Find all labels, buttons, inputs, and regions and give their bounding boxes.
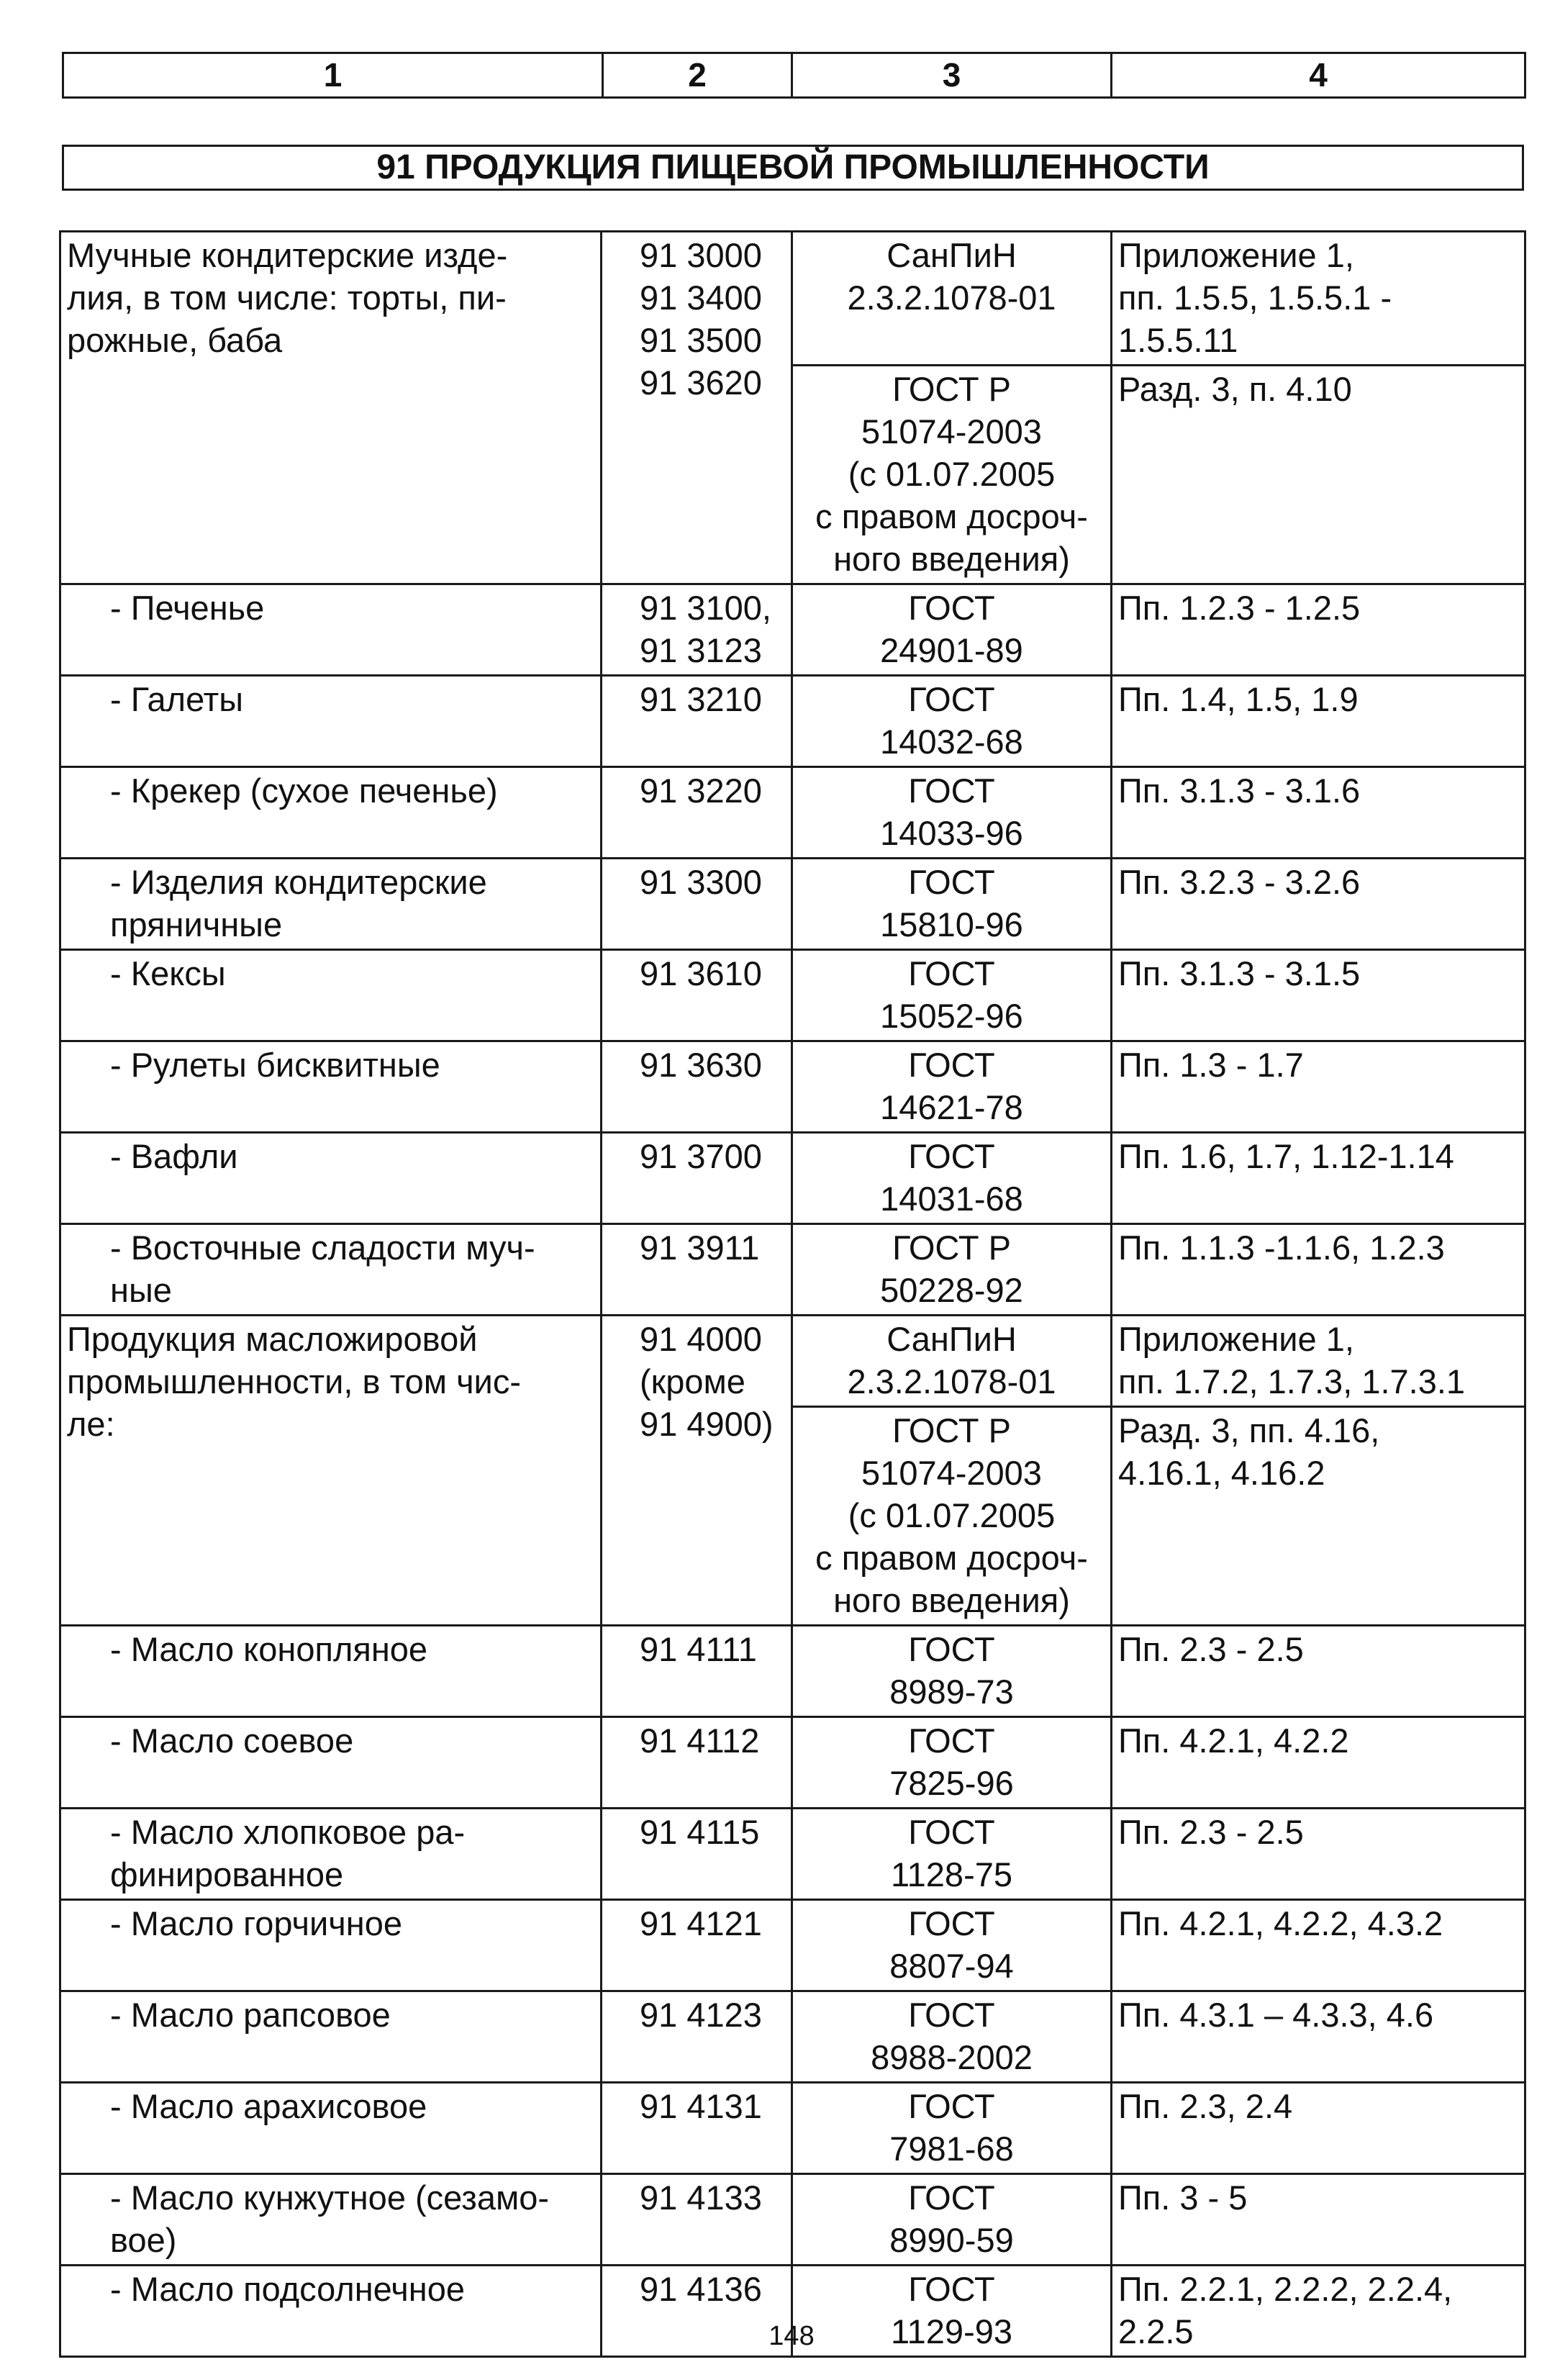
normative-document: ГОСТ 7825-96: [792, 1717, 1112, 1809]
product-code: 91 3220: [602, 767, 792, 859]
document-clauses: Пп. 3 - 5: [1112, 2174, 1525, 2266]
normative-document: ГОСТ 8989-73: [792, 1626, 1112, 1717]
normative-document: ГОСТ Р 51074-2003 (с 01.07.2005 с правом досроч- ного введения): [792, 366, 1112, 584]
group-row: [60, 1316, 1525, 1407]
product-code: 91 3610: [602, 950, 792, 1041]
normative-document: ГОСТ Р 51074-2003 (с 01.07.2005 с правом досроч- ного введения): [792, 1407, 1112, 1626]
table-row: [60, 676, 1525, 767]
table-row: [60, 2083, 1525, 2174]
group-name: [60, 1316, 602, 1626]
column-number: 3: [792, 53, 1112, 98]
product-code: 91 4131: [602, 2083, 792, 2174]
document-clauses: Пп. 2.3, 2.4: [1112, 2083, 1525, 2174]
product-name-text: - Масло горчичное: [110, 1904, 402, 1942]
table-row: [60, 1224, 1525, 1316]
document-clauses: Пп. 4.2.1, 4.2.2: [1112, 1717, 1525, 1809]
document-clauses: Пп. 4.2.1, 4.2.2, 4.3.2: [1112, 1900, 1525, 1991]
table-row: [60, 859, 1525, 950]
document-clauses: Пп. 3.1.3 - 3.1.6: [1112, 767, 1525, 859]
product-name: [60, 859, 602, 950]
document-clauses: Пп. 2.2.1, 2.2.2, 2.2.4, 2.2.5: [1112, 2266, 1525, 2357]
product-code: 91 4115: [602, 1809, 792, 1900]
document-clauses: Пп. 1.1.3 -1.1.6, 1.2.3: [1112, 1224, 1525, 1316]
product-name-text: - Масло подсолнечное: [110, 2270, 465, 2308]
normative-document: ГОСТ 15810-96: [792, 859, 1112, 950]
normative-document: ГОСТ 24901-89: [792, 584, 1112, 676]
section-title: 91 ПРОДУКЦИЯ ПИЩЕВОЙ ПРОМЫШЛЕННОСТИ: [63, 146, 1523, 190]
product-code: 91 3300: [602, 859, 792, 950]
document-clauses: Пп. 2.3 - 2.5: [1112, 1626, 1525, 1717]
product-name: [60, 1626, 602, 1717]
product-name-text: - Масло арахисовое: [110, 2087, 427, 2125]
group-row: [60, 232, 1525, 366]
product-code: 91 3911: [602, 1224, 792, 1316]
group-name: [60, 232, 602, 584]
normative-document: ГОСТ 14621-78: [792, 1041, 1112, 1133]
document-clauses: Пп. 3.1.3 - 3.1.5: [1112, 950, 1525, 1041]
product-code: 91 3100, 91 3123: [602, 584, 792, 676]
table-row: [60, 584, 1525, 676]
product-code: 91 3700: [602, 1133, 792, 1224]
normative-document: ГОСТ 8807-94: [792, 1900, 1112, 1991]
product-name: [60, 1133, 602, 1224]
document-clauses: Пп. 3.2.3 - 3.2.6: [1112, 859, 1525, 950]
page-number: 148: [768, 2321, 815, 2351]
product-name-text: - Кексы: [110, 954, 226, 992]
document-clauses: Пп. 1.2.3 - 1.2.5: [1112, 584, 1525, 676]
normative-document: ГОСТ 8990-59: [792, 2174, 1112, 2266]
column-number: 4: [1112, 53, 1525, 98]
normative-document: ГОСТ 7981-68: [792, 2083, 1112, 2174]
document-clauses: Пп. 1.4, 1.5, 1.9: [1112, 676, 1525, 767]
product-code: 91 4111: [602, 1626, 792, 1717]
product-name: [60, 584, 602, 676]
product-name: [60, 1809, 602, 1900]
product-name-text: - Печенье: [110, 589, 265, 627]
product-name-text: - Масло конопляное: [110, 1630, 428, 1668]
product-name: [60, 676, 602, 767]
column-number: 1: [63, 53, 603, 98]
table-row: [60, 1041, 1525, 1133]
document-clauses: Приложение 1, пп. 1.5.5, 1.5.5.1 - 1.5.5.11: [1112, 232, 1525, 366]
normative-document: ГОСТ 15052-96: [792, 950, 1112, 1041]
document-clauses: Пп. 1.3 - 1.7: [1112, 1041, 1525, 1133]
normative-document: СанПиН 2.3.2.1078-01: [792, 1316, 1112, 1407]
document-clauses: Приложение 1, пп. 1.7.2, 1.7.3, 1.7.3.1: [1112, 1316, 1525, 1407]
table-row: [60, 1991, 1525, 2083]
column-number: 2: [603, 53, 792, 98]
column-number-header: [62, 52, 1526, 99]
product-name: [60, 2266, 602, 2357]
product-name-text: - Восточные сладости муч- ные: [110, 1229, 535, 1309]
product-name: [60, 2174, 602, 2266]
group-name-text: Продукция масложировой промышленности, в том чис- ле:: [67, 1320, 521, 1443]
product-name-text: - Масло рапсовое: [110, 1996, 391, 2034]
product-name: [60, 1900, 602, 1991]
normative-document: ГОСТ 8988-2002: [792, 1991, 1112, 2083]
product-code: 91 4121: [602, 1900, 792, 1991]
product-code: 91 4112: [602, 1717, 792, 1809]
product-name: [60, 1717, 602, 1809]
group-codes: 91 4000 (кроме 91 4900): [602, 1316, 792, 1626]
normative-document: ГОСТ Р 50228-92: [792, 1224, 1112, 1316]
product-code: 91 4133: [602, 2174, 792, 2266]
product-name: [60, 1991, 602, 2083]
product-name-text: - Масло хлопковое ра- финированное: [110, 1813, 466, 1893]
product-name-text: - Галеты: [110, 680, 243, 718]
table-row: [60, 1809, 1525, 1900]
document-clauses: Пп. 2.3 - 2.5: [1112, 1809, 1525, 1900]
standards-table: [59, 230, 1526, 2358]
table-row: [60, 2174, 1525, 2266]
section-header: [62, 145, 1524, 191]
normative-document: ГОСТ 14033-96: [792, 767, 1112, 859]
product-name: [60, 2083, 602, 2174]
document-clauses: Пп. 1.6, 1.7, 1.12-1.14: [1112, 1133, 1525, 1224]
normative-document: ГОСТ 1129-93: [792, 2266, 1112, 2357]
product-name-text: - Рулеты бисквитные: [110, 1046, 440, 1084]
table-row: [60, 767, 1525, 859]
product-name: [60, 950, 602, 1041]
product-name-text: - Масло соевое: [110, 1721, 354, 1760]
normative-document: СанПиН 2.3.2.1078-01: [792, 232, 1112, 366]
product-code: 91 4136: [602, 2266, 792, 2357]
product-name: [60, 767, 602, 859]
normative-document: ГОСТ 14032-68: [792, 676, 1112, 767]
table-row: [60, 1133, 1525, 1224]
product-name: [60, 1224, 602, 1316]
normative-document: ГОСТ 14031-68: [792, 1133, 1112, 1224]
group-name-text: Мучные кондитерские изде- лия, в том числе: торты, пи- рожные, баба: [67, 236, 508, 359]
table-row: [60, 950, 1525, 1041]
product-name-text: - Масло кунжутное (сезамо- вое): [110, 2178, 550, 2259]
table-row: [60, 1717, 1525, 1809]
product-name-text: - Вафли: [110, 1137, 238, 1175]
document-clauses: Пп. 4.3.1 – 4.3.3, 4.6: [1112, 1991, 1525, 2083]
document-clauses: Разд. 3, пп. 4.16, 4.16.1, 4.16.2: [1112, 1407, 1525, 1626]
document-clauses: Разд. 3, п. 4.10: [1112, 366, 1525, 584]
product-name-text: - Изделия кондитерские пряничные: [110, 863, 487, 944]
product-name-text: - Крекер (сухое печенье): [110, 772, 498, 810]
normative-document: ГОСТ 1128-75: [792, 1809, 1112, 1900]
product-code: 91 4123: [602, 1991, 792, 2083]
product-code: 91 3210: [602, 676, 792, 767]
product-code: 91 3630: [602, 1041, 792, 1133]
product-name: [60, 1041, 602, 1133]
table-row: [60, 1626, 1525, 1717]
table-row: [60, 1900, 1525, 1991]
group-codes: 91 3000 91 3400 91 3500 91 3620: [602, 232, 792, 584]
